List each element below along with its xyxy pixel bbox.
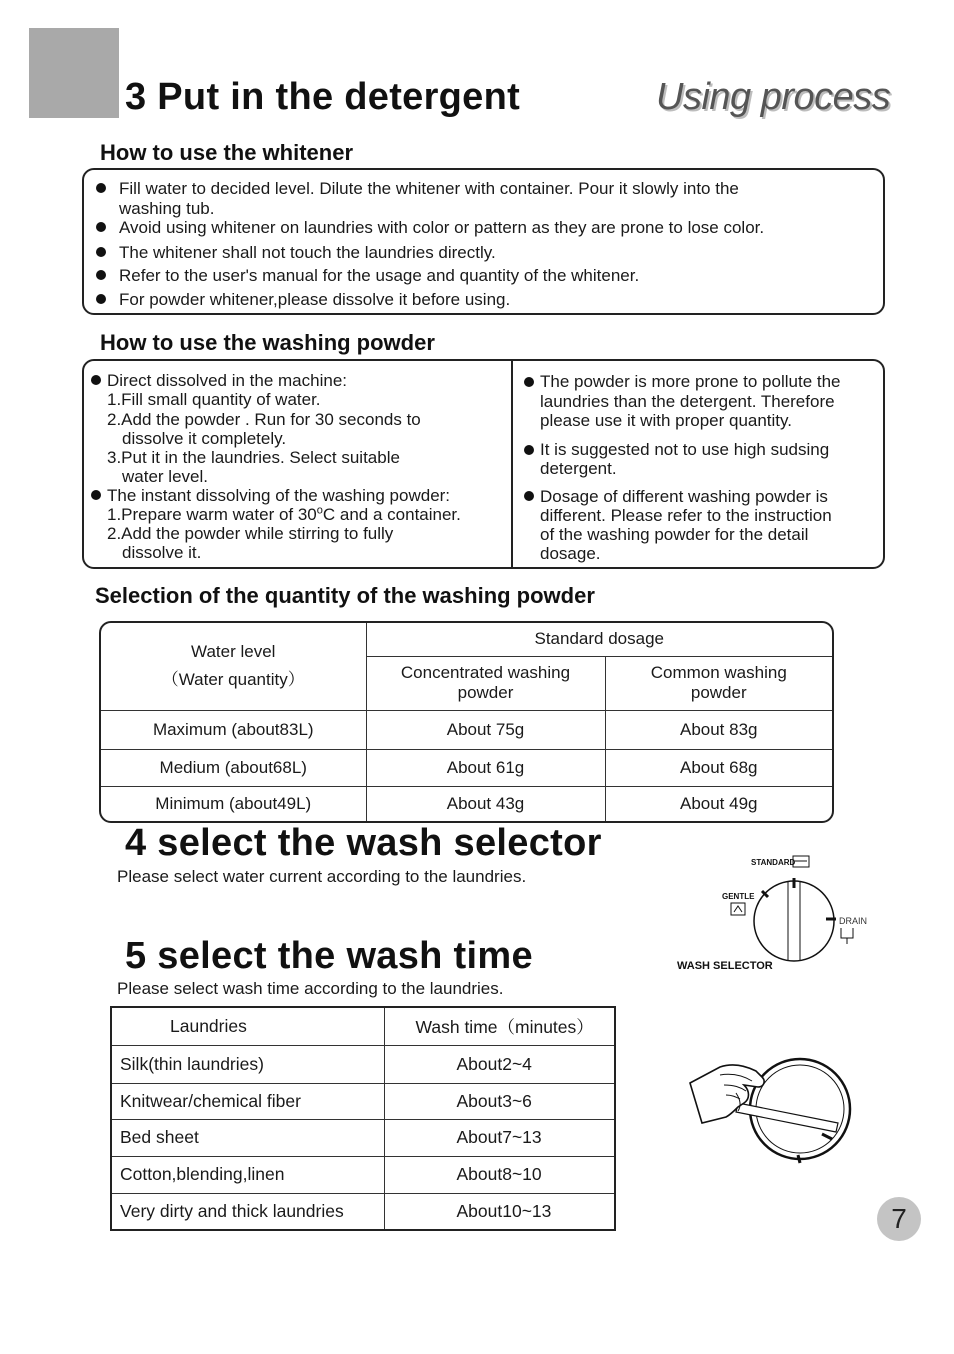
powder-right-line: different. Please refer to the instruction xyxy=(540,506,832,525)
laundry-cell: Cotton,blending,linen xyxy=(112,1156,384,1193)
powder-heading: How to use the washing powder xyxy=(100,330,435,355)
wash-selector-caption: WASH SELECTOR xyxy=(677,960,773,972)
time-cell: About2~4 xyxy=(384,1045,614,1083)
powder-left-line: Direct dissolved in the machine: xyxy=(107,371,348,390)
header-gray-block xyxy=(29,28,119,118)
wash-time-title: 5 select the wash time xyxy=(125,935,533,977)
gentle-label: GENTLE xyxy=(722,892,755,901)
gentle-icon xyxy=(731,903,745,915)
temperature-text: 1.Prepare warm water of 30 xyxy=(107,505,317,524)
wash-time-header: Wash time（minutes） xyxy=(384,1008,614,1045)
standard-icon xyxy=(793,856,809,867)
knob-tick xyxy=(798,1155,800,1163)
concentrated-label: powder xyxy=(457,683,514,702)
time-cell: About3~6 xyxy=(384,1083,614,1119)
powder-right-line: It is suggested not to use high sudsing xyxy=(540,440,830,459)
concentrated-cell: About 43g xyxy=(366,786,605,821)
powder-right-line: dosage. xyxy=(540,544,601,563)
laundries-header: Laundries xyxy=(112,1008,384,1045)
standard-dosage-header: Standard dosage xyxy=(366,623,832,656)
wash-time-text: Please select wash time according to the laundries. xyxy=(117,979,504,998)
laundry-cell: Bed sheet xyxy=(112,1119,384,1156)
powder-right-line: of the washing powder for the detail xyxy=(540,525,809,544)
bullet-icon xyxy=(96,294,106,304)
wash-time-table xyxy=(112,1008,614,1229)
bullet-icon xyxy=(524,445,534,455)
powder-left-line: water level. xyxy=(122,467,208,486)
powder-left-line: 1.Fill small quantity of water. xyxy=(107,390,321,409)
water-level-cell: Maximum (about83L) xyxy=(101,710,366,749)
bullet-icon xyxy=(96,247,106,257)
water-level-cell: Medium (about68L) xyxy=(101,749,366,786)
powder-right-line: detergent. xyxy=(540,459,617,478)
whitener-heading: How to use the whitener xyxy=(100,140,354,165)
common-header xyxy=(605,656,832,710)
powder-right-line: The powder is more prone to pollute the xyxy=(540,372,841,391)
concentrated-cell: About 75g xyxy=(366,710,605,749)
bullet-icon xyxy=(524,491,534,501)
wash-selector-text: Please select water current according to the laundries. xyxy=(117,867,527,886)
time-cell: About7~13 xyxy=(384,1119,614,1156)
powder-left-line: dissolve it. xyxy=(122,543,202,562)
whitener-item: For powder whitener,please dissolve it before using. xyxy=(119,290,511,309)
water-level-header xyxy=(101,623,366,710)
table-row xyxy=(101,786,832,821)
laundry-cell: Very dirty and thick laundries xyxy=(112,1193,384,1229)
bullet-icon xyxy=(91,490,101,500)
table-row xyxy=(112,1045,614,1083)
table-row xyxy=(112,1193,614,1229)
page-title: 3 Put in the detergent xyxy=(125,76,521,118)
water-level-cell: Minimum (about49L) xyxy=(101,786,366,821)
bullet-icon xyxy=(96,183,106,193)
bullet-icon xyxy=(96,270,106,280)
concentrated-label: Concentrated washing xyxy=(400,663,571,682)
water-quantity-label: （Water quantity） xyxy=(161,670,305,690)
table-row xyxy=(101,749,832,786)
table-row xyxy=(112,1083,614,1119)
water-level-label: Water level xyxy=(191,642,276,662)
dosage-table-box xyxy=(99,621,834,823)
powder-left-line xyxy=(107,505,461,524)
dosage-table xyxy=(101,623,832,821)
bullet-icon xyxy=(96,222,106,232)
powder-left-line: The instant dissolving of the washing powder: xyxy=(107,486,451,505)
common-label: powder xyxy=(690,683,747,702)
table-header-row xyxy=(112,1008,614,1045)
common-cell: About 49g xyxy=(605,786,832,821)
temperature-text-rest: C and a container. xyxy=(322,505,461,524)
whitener-item: Avoid using whitener on laundries with color or pattern as they are prone to lose color. xyxy=(119,218,765,237)
powder-left-line: dissolve it completely. xyxy=(122,429,287,448)
bullet-icon xyxy=(91,375,101,385)
time-cell: About10~13 xyxy=(384,1193,614,1229)
table-row xyxy=(112,1156,614,1193)
time-cell: About8~10 xyxy=(384,1156,614,1193)
table-row xyxy=(101,710,832,749)
concentrated-cell: About 61g xyxy=(366,749,605,786)
page-number: 7 xyxy=(877,1197,921,1241)
drain-icon xyxy=(841,928,853,944)
common-cell: About 83g xyxy=(605,710,832,749)
powder-right-line: Dosage of different washing powder is xyxy=(540,487,828,506)
whitener-item: washing tub. xyxy=(119,199,215,218)
bullet-icon xyxy=(524,377,534,387)
concentrated-header xyxy=(366,656,605,710)
drain-label: DRAIN xyxy=(839,916,868,926)
common-cell: About 68g xyxy=(605,749,832,786)
powder-right-line: laundries than the detergent. Therefore xyxy=(540,392,835,411)
section-title: Using process xyxy=(656,76,891,118)
whitener-item: The whitener shall not touch the laundries directly. xyxy=(119,243,496,262)
wash-selector-title: 4 select the wash selector xyxy=(125,822,602,864)
standard-label: STANDARD xyxy=(751,858,796,867)
laundry-cell: Knitwear/chemical fiber xyxy=(112,1083,384,1119)
degree-symbol: o xyxy=(316,504,323,517)
table-row xyxy=(112,1119,614,1156)
wash-time-table-box xyxy=(110,1006,616,1231)
hand-turning-knob-illustration xyxy=(680,1055,870,1170)
powder-divider xyxy=(511,359,513,569)
laundry-cell: Silk(thin laundries) xyxy=(112,1045,384,1083)
dosage-heading: Selection of the quantity of the washing powder xyxy=(95,583,595,608)
wash-selector-dial-illustration xyxy=(670,850,890,980)
whitener-item: Fill water to decided level. Dilute the whitener with container. Pour it slowly into the xyxy=(119,179,739,198)
powder-right-line: please use it with proper quantity. xyxy=(540,411,792,430)
powder-left-line: 3.Put it in the laundries. Select suitable xyxy=(107,448,400,467)
whitener-item: Refer to the user's manual for the usage and quantity of the whitener. xyxy=(119,266,640,285)
powder-left-line: 2.Add the powder . Run for 30 seconds to xyxy=(107,410,421,429)
common-label: Common washing xyxy=(650,663,787,682)
powder-left-line: 2.Add the powder while stirring to fully xyxy=(107,524,394,543)
